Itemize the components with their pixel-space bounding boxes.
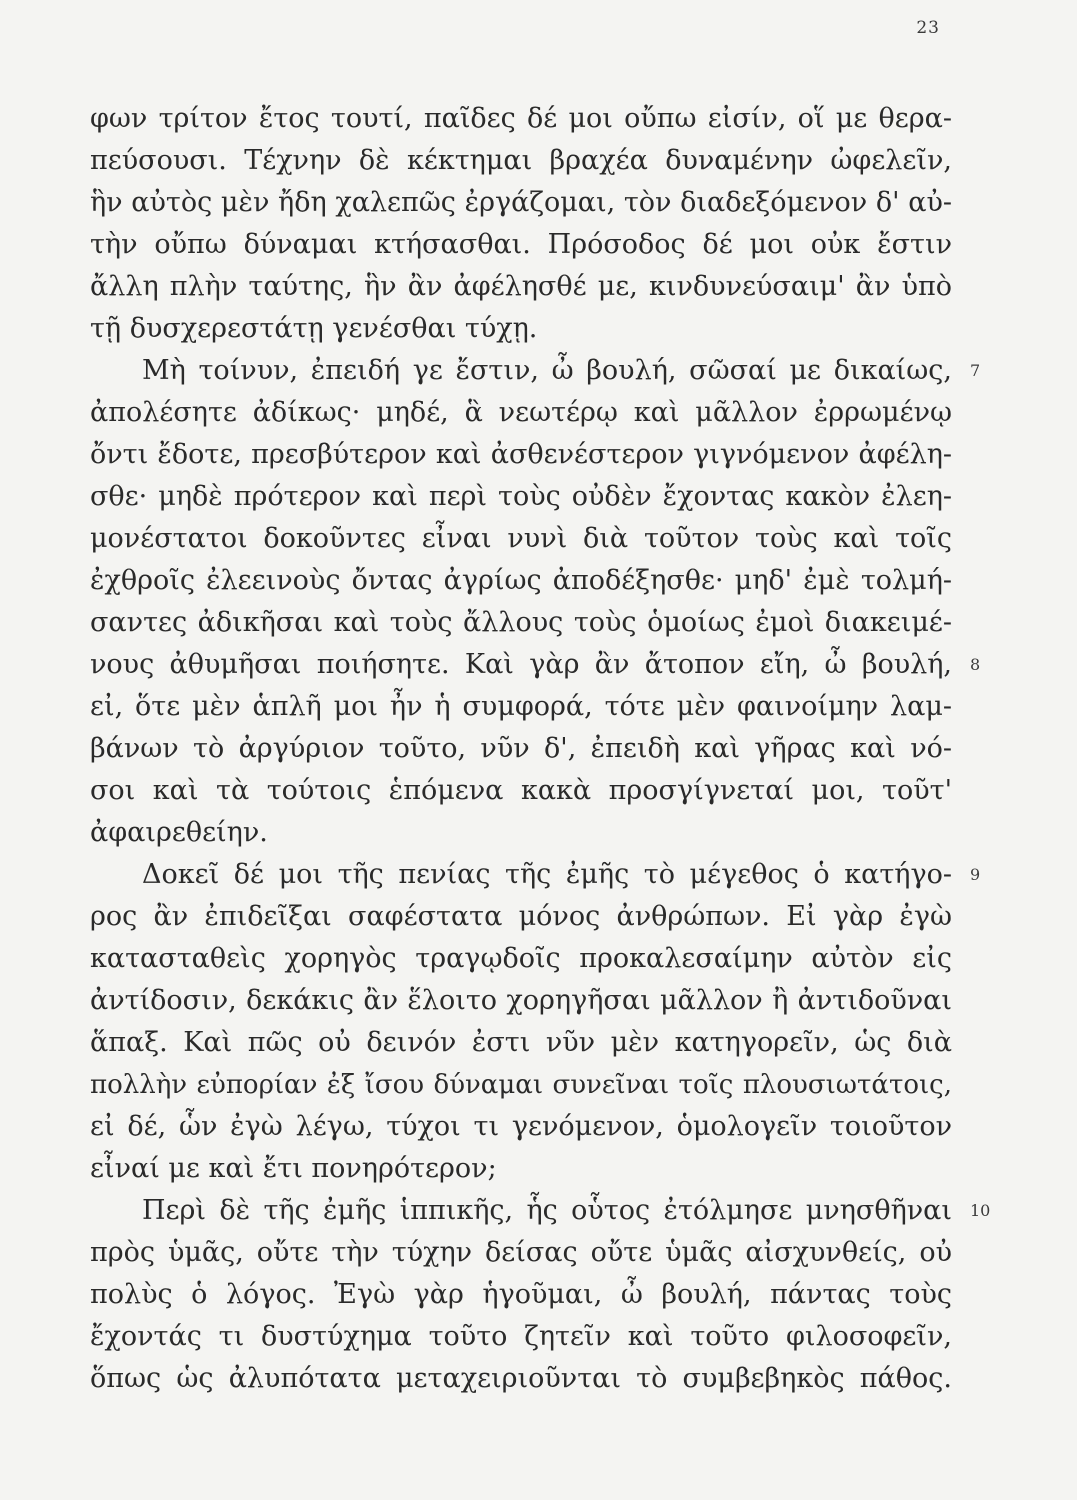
text-line <box>90 1232 952 1274</box>
text-line-content: Μὴ τοίνυν, ἐπειδή γε ἔστιν, ὦ βουλή, σῶσαί με δικαίως, <box>142 355 952 386</box>
text-line <box>90 1358 952 1400</box>
text-line-content: ἀφαιρεθείην. <box>90 817 268 848</box>
text-line <box>90 350 981 392</box>
section-number: 9 <box>970 865 981 884</box>
text-block <box>90 98 991 1400</box>
text-line <box>90 1148 952 1190</box>
text-line <box>90 1022 952 1064</box>
text-line-content: ρος ἂν ἐπιδεῖξαι σαφέστατα μόνος ἀνθρώπων. Εἰ γὰρ ἐγὼ <box>90 901 952 932</box>
text-line <box>90 686 952 728</box>
text-line <box>90 1190 991 1232</box>
text-line <box>90 308 952 350</box>
text-line <box>90 728 952 770</box>
text-line <box>90 896 952 938</box>
text-line <box>90 854 981 896</box>
section-number: 10 <box>970 1201 991 1220</box>
text-line-content: εἶναί με καὶ ἔτι πονηρότερον; <box>90 1153 497 1184</box>
text-line <box>90 938 952 980</box>
text-line <box>90 602 952 644</box>
text-line-content: ἣν αὐτὸς μὲν ἤδη χαλεπῶς ἐργάζομαι, τὸν διαδεξόμενον δ' αὐ- <box>90 187 952 218</box>
text-line <box>90 1274 952 1316</box>
text-line <box>90 182 952 224</box>
text-line-content: τῇ δυσχερεστάτῃ γενέσθαι τύχῃ. <box>90 313 538 344</box>
text-line-content: φων τρίτον ἔτος τουτί, παῖδες δέ μοι οὔπω εἰσίν, οἵ με θερα- <box>90 103 952 134</box>
text-line-content: τὴν οὔπω δύναμαι κτήσασθαι. Πρόσοδος δέ μοι οὐκ ἔστιν <box>90 229 952 260</box>
text-line <box>90 812 952 854</box>
text-line <box>90 434 952 476</box>
text-line-content: εἰ, ὅτε μὲν ἁπλῆ μοι ἦν ἡ συμφορά, τότε μὲν φαινοίμην λαμ- <box>90 691 952 722</box>
text-line-content: ἐχθροῖς ἐλεεινοὺς ὄντας ἀγρίως ἀποδέξησθε· μηδ' ἐμὲ τολμή- <box>90 565 952 596</box>
text-line <box>90 1316 952 1358</box>
text-line <box>90 140 952 182</box>
text-line-content: νους ἀθυμῆσαι ποιήσητε. Καὶ γὰρ ἂν ἄτοπον εἴη, ὦ βουλή, <box>90 649 952 680</box>
text-line-content: μονέστατοι δοκοῦντες εἶναι νυνὶ διὰ τοῦτον τοὺς καὶ τοῖς <box>90 523 952 554</box>
text-line <box>90 1064 952 1106</box>
text-line <box>90 770 952 812</box>
text-line <box>90 266 952 308</box>
text-line-content: Περὶ δὲ τῆς ἐμῆς ἱππικῆς, ἧς οὗτος ἐτόλμησε μνησθῆναι <box>142 1195 952 1226</box>
text-line-content: ὄντι ἔδοτε, πρεσβύτερον καὶ ἀσθενέστερον γιγνόμενον ἀφέλη- <box>90 439 952 470</box>
text-line-content: ὅπως ὡς ἀλυπότατα μεταχειριοῦνται τὸ συμβεβηκὸς πάθος. <box>90 1363 952 1394</box>
text-line-content: πρὸς ὑμᾶς, οὔτε τὴν τύχην δείσας οὔτε ὑμᾶς αἰσχυνθείς, οὐ <box>90 1237 952 1268</box>
text-line-content: ἄλλη πλὴν ταύτης, ἣν ἂν ἀφέλησθέ με, κινδυνεύσαιμ' ἂν ὑπὸ <box>90 271 952 302</box>
text-line-content: σθε· μηδὲ πρότερον καὶ περὶ τοὺς οὐδὲν ἔχοντας κακὸν ἐλεη- <box>90 481 952 512</box>
text-line-content: Δοκεῖ δέ μοι τῆς πενίας τῆς ἐμῆς τὸ μέγεθος ὁ κατήγο- <box>142 859 952 890</box>
text-line <box>90 518 952 560</box>
text-line <box>90 224 952 266</box>
text-line <box>90 476 952 518</box>
section-number: 8 <box>970 655 981 674</box>
page-number: 23 <box>916 18 940 38</box>
text-line <box>90 560 952 602</box>
text-line-content: σοι καὶ τὰ τούτοις ἑπόμενα κακὰ προσγίγνεταί μοι, τοῦτ' <box>90 775 952 806</box>
text-line-content: ἔχοντάς τι δυστύχημα τοῦτο ζητεῖν καὶ τοῦτο φιλοσοφεῖν, <box>90 1321 952 1352</box>
text-line-content: ἀντίδοσιν, δεκάκις ἂν ἕλοιτο χορηγῆσαι μᾶλλον ἢ ἀντιδοῦναι <box>90 985 952 1016</box>
text-line <box>90 1106 952 1148</box>
text-line-content: πολὺς ὁ λόγος. Ἐγὼ γὰρ ἡγοῦμαι, ὦ βουλή, πάντας τοὺς <box>90 1279 952 1310</box>
text-line-content: εἰ δέ, ὧν ἐγὼ λέγω, τύχοι τι γενόμενον, ὁμολογεῖν τοιοῦτον <box>90 1111 952 1142</box>
text-line-content: σαντες ἀδικῆσαι καὶ τοὺς ἄλλους τοὺς ὁμοίως ἐμοὶ διακειμέ- <box>90 607 952 638</box>
text-line <box>90 644 981 686</box>
text-line-content: βάνων τὸ ἀργύριον τοῦτο, νῦν δ', ἐπειδὴ καὶ γῆρας καὶ νό- <box>90 733 952 764</box>
text-line-content: κατασταθεὶς χορηγὸς τραγῳδοῖς προκαλεσαίμην αὐτὸν εἰς <box>90 943 952 974</box>
text-line-content: ἅπαξ. Καὶ πῶς οὐ δεινόν ἐστι νῦν μὲν κατηγορεῖν, ὡς διὰ <box>90 1027 952 1058</box>
text-line-content: πεύσουσι. Τέχνην δὲ κέκτημαι βραχέα δυναμένην ὠφελεῖν, <box>90 145 952 176</box>
text-line <box>90 392 952 434</box>
text-line <box>90 98 952 140</box>
text-line <box>90 980 952 1022</box>
section-number: 7 <box>970 361 981 380</box>
text-line-content: πολλὴν εὐπορίαν ἐξ ἴσου δύναμαι συνεῖναι τοῖς πλουσιωτάτοις, <box>90 1070 952 1100</box>
text-line-content: ἀπολέσητε ἀδίκως· μηδέ, ἃ νεωτέρῳ καὶ μᾶλλον ἐρρωμένῳ <box>90 397 952 428</box>
